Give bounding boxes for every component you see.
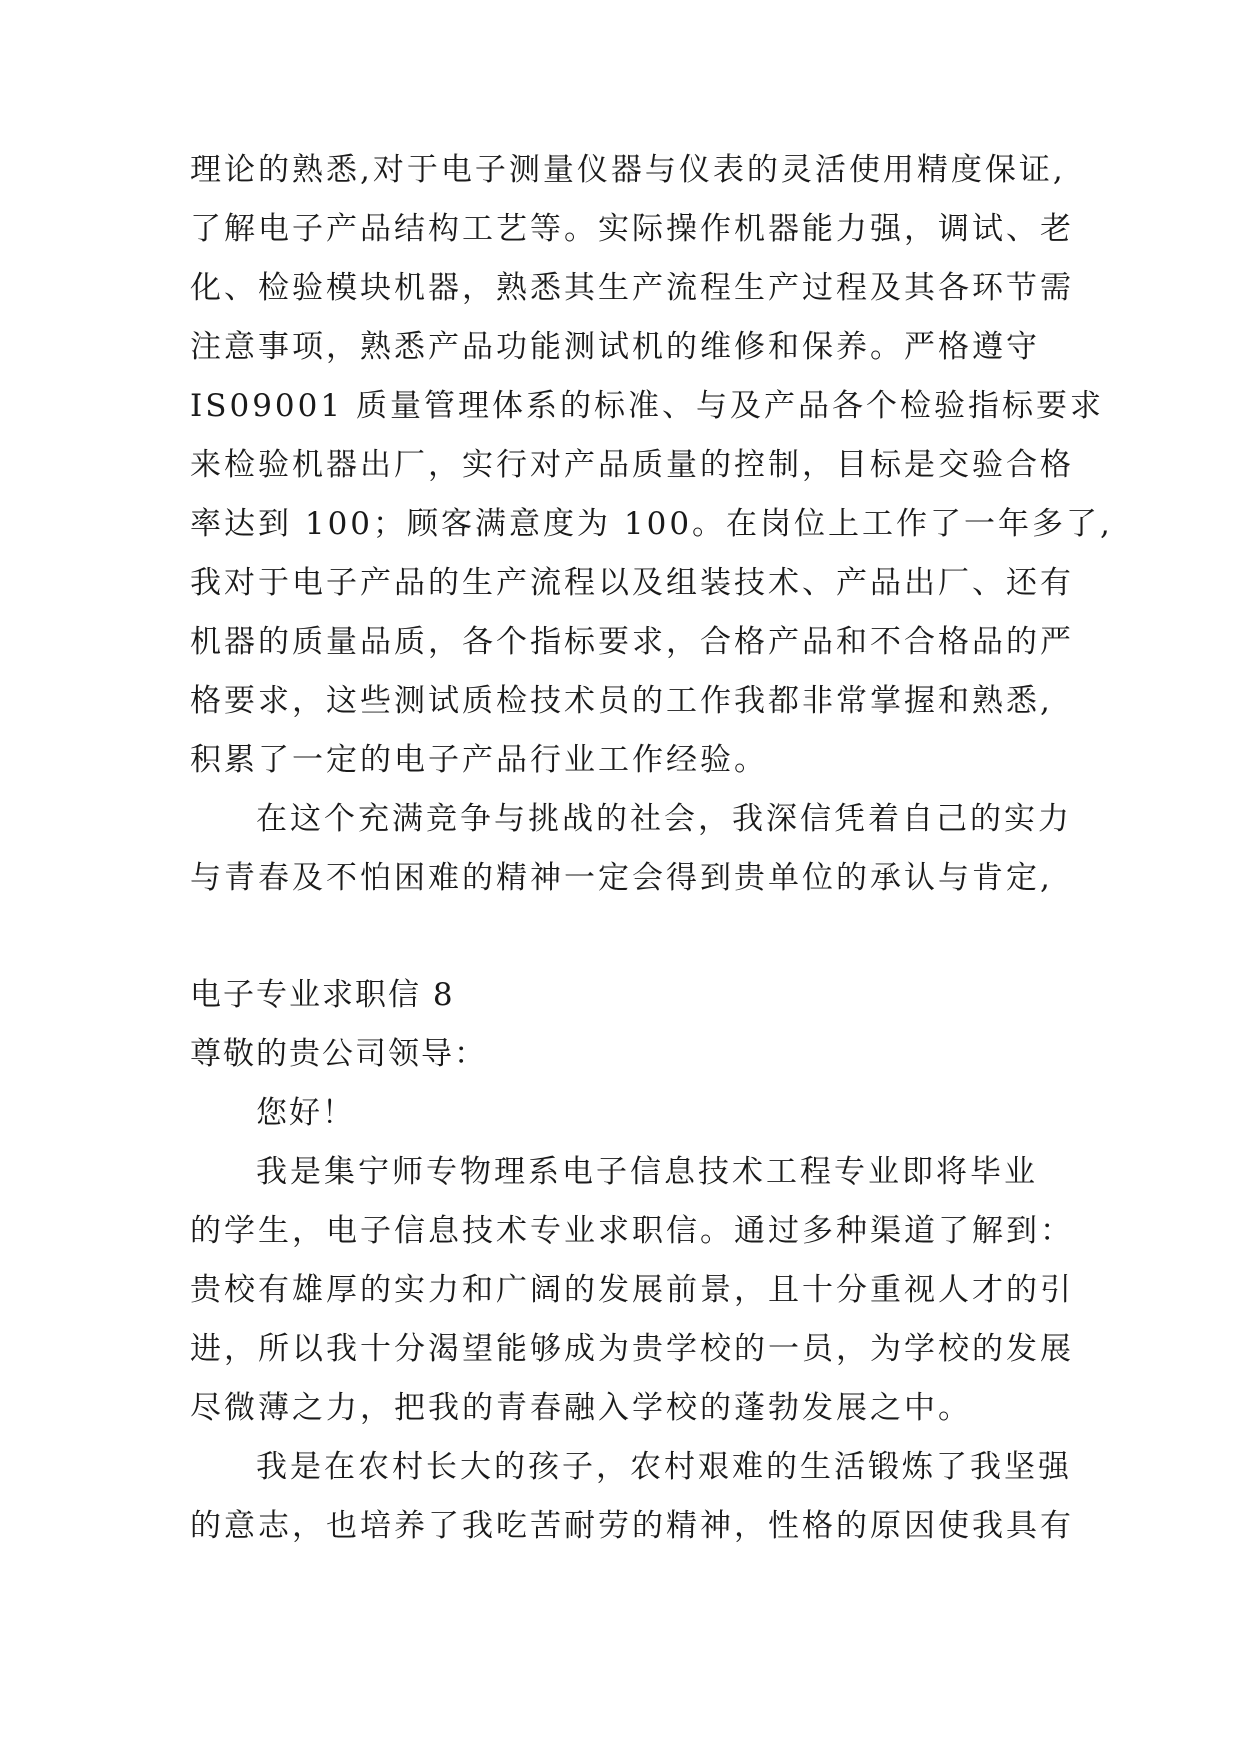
paragraph4-line: 我是在农村长大的孩子，农村艰难的生活锻炼了我坚强 [256, 1449, 1072, 1485]
paragraph4-line: 的意志，也培养了我吃苦耐劳的精神，性格的原因使我具有 [190, 1508, 1074, 1544]
paragraph1-line: IS09001 质量管理体系的标准、与及产品各个检验指标要求 [190, 388, 1104, 424]
paragraph1-line: 来检验机器出厂，实行对产品质量的控制，目标是交验合格 [190, 447, 1074, 483]
paragraph1-line: 我对于电子产品的生产流程以及组装技术、产品出厂、还有 [190, 565, 1074, 601]
paragraph3-line: 进，所以我十分渴望能够成为贵学校的一员，为学校的发展 [190, 1331, 1074, 1367]
paragraph1-line: 理论的熟悉,对于电子测量仪器与仪表的灵活使用精度保证, [190, 152, 1066, 188]
letter-salutation: 尊敬的贵公司领导： [190, 1036, 487, 1072]
paragraph3-line: 尽微薄之力，把我的青春融入学校的蓬勃发展之中。 [190, 1390, 972, 1426]
paragraph1-line: 化、检验模块机器，熟悉其生产流程生产过程及其各环节需 [190, 270, 1074, 306]
letter-title: 电子专业求职信 8 [190, 977, 455, 1013]
paragraph1-line: 注意事项，熟悉产品功能测试机的维修和保养。严格遵守 [190, 329, 1040, 365]
paragraph3-line: 的学生，电子信息技术专业求职信。通过多种渠道了解到： [190, 1213, 1074, 1249]
paragraph1-line: 机器的质量品质，各个指标要求，合格产品和不合格品的严 [190, 624, 1074, 660]
paragraph3-line: 贵校有雄厚的实力和广阔的发展前景，且十分重视人才的引 [190, 1272, 1074, 1308]
paragraph2-line: 与青春及不怕困难的精神一定会得到贵单位的承认与肯定, [190, 860, 1053, 896]
letter-greeting: 您好！ [256, 1095, 355, 1131]
paragraph1-line: 积累了一定的电子产品行业工作经验。 [190, 742, 768, 778]
paragraph2-line: 在这个充满竞争与挑战的社会，我深信凭着自己的实力 [256, 801, 1072, 837]
paragraph3-line: 我是集宁师专物理系电子信息技术工程专业即将毕业 [256, 1154, 1038, 1190]
paragraph1-line: 格要求，这些测试质检技术员的工作我都非常掌握和熟悉, [190, 683, 1053, 719]
paragraph1-line: 率达到 100；顾客满意度为 100。在岗位上工作了一年多了, [190, 506, 1113, 542]
paragraph1-line: 了解电子产品结构工艺等。实际操作机器能力强，调试、老 [190, 211, 1074, 247]
